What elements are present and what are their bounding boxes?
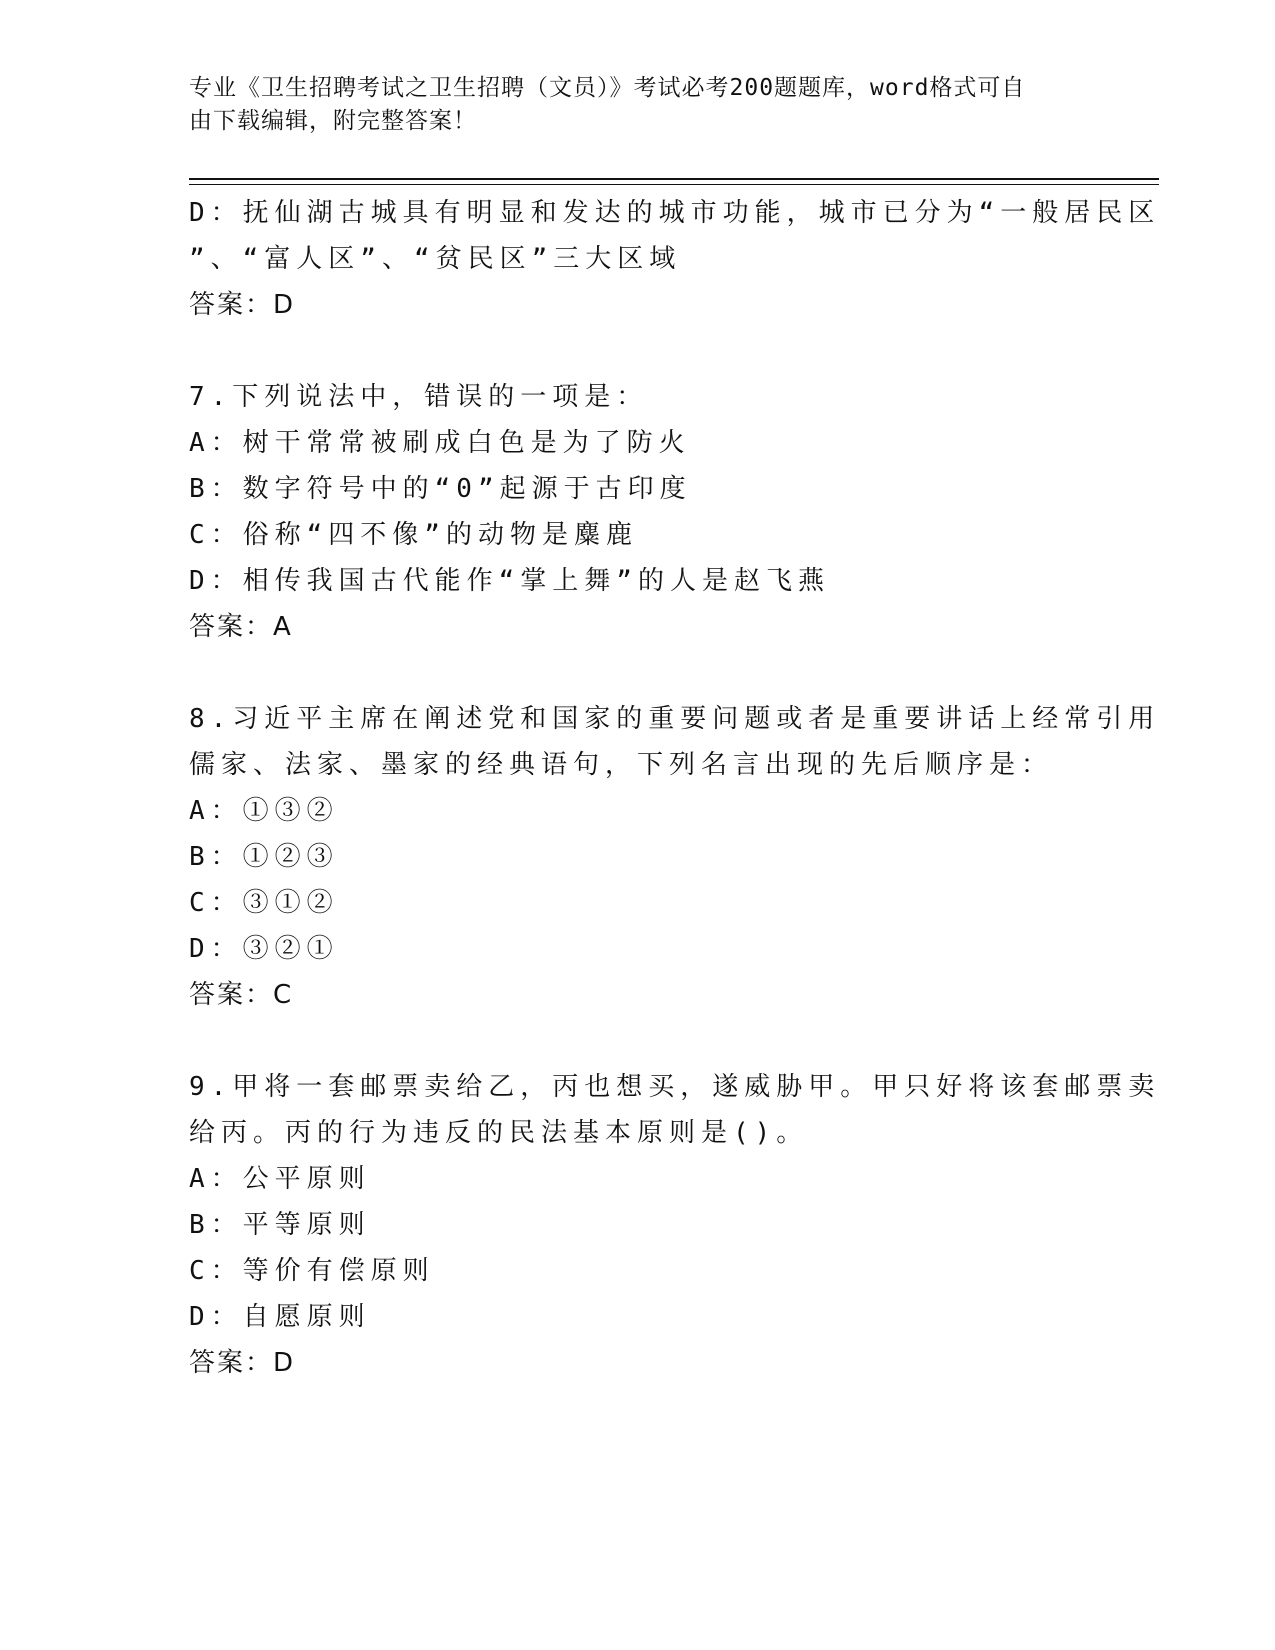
option-c: C：俗称“四不像”的动物是麋鹿: [189, 520, 638, 550]
question-stem: 8.习近平主席在阐述党和国家的重要问题或者是重要讲话上经常引用: [189, 704, 1161, 734]
option-a: A：公平原则: [189, 1164, 371, 1194]
header-divider-thick: [189, 178, 1159, 180]
question-7: [189, 374, 1089, 650]
option-b: B：平等原则: [189, 1210, 371, 1240]
option-c: C：等价有偿原则: [189, 1256, 435, 1286]
document-header: [189, 72, 1089, 138]
option-d: D：抚仙湖古城具有明显和发达的城市功能，城市已分为“一般居民区: [189, 198, 1161, 228]
question-stem-continued: 给丙。丙的行为违反的民法基本原则是()。: [189, 1118, 809, 1148]
spacer: [189, 328, 1089, 374]
spacer: [189, 1018, 1089, 1064]
answer-line: 答案：D: [189, 290, 296, 320]
question-stem: 7.下列说法中，错误的一项是：: [189, 382, 649, 412]
option-a: A：①③②: [189, 796, 339, 826]
option-c: C：③①②: [189, 888, 339, 918]
header-line-1: 专业《卫生招聘考试之卫生招聘（文员）》考试必考200题题库，word格式可自: [189, 75, 1026, 101]
option-d: D：自愿原则: [189, 1302, 371, 1332]
option-b: B：①②③: [189, 842, 339, 872]
spacer: [189, 650, 1089, 696]
question-list: [189, 190, 1161, 1386]
option-b: B：数字符号中的“0”起源于古印度: [189, 474, 692, 504]
question-8: [189, 696, 1161, 1018]
option-a: A：树干常常被刷成白色是为了防火: [189, 428, 691, 458]
answer-line: 答案：D: [189, 1348, 296, 1378]
question-9: [189, 1064, 1161, 1386]
question-stem: 9.甲将一套邮票卖给乙，丙也想买，遂威胁甲。甲只好将该套邮票卖: [189, 1072, 1161, 1102]
option-d: D：③②①: [189, 934, 339, 964]
option-d-continued: ”、“富人区”、“贫民区”三大区域: [189, 244, 682, 274]
prev-question-tail: [189, 190, 1161, 328]
answer-line: 答案：C: [189, 980, 294, 1010]
answer-line: 答案：A: [189, 612, 293, 642]
question-stem-continued: 儒家、法家、墨家的经典语句，下列名言出现的先后顺序是：: [189, 750, 1054, 780]
header-line-2: 由下载编辑，附完整答案！: [189, 108, 477, 134]
header-divider-thin: [189, 184, 1159, 185]
option-d: D：相传我国古代能作“掌上舞”的人是赵飞燕: [189, 566, 830, 596]
